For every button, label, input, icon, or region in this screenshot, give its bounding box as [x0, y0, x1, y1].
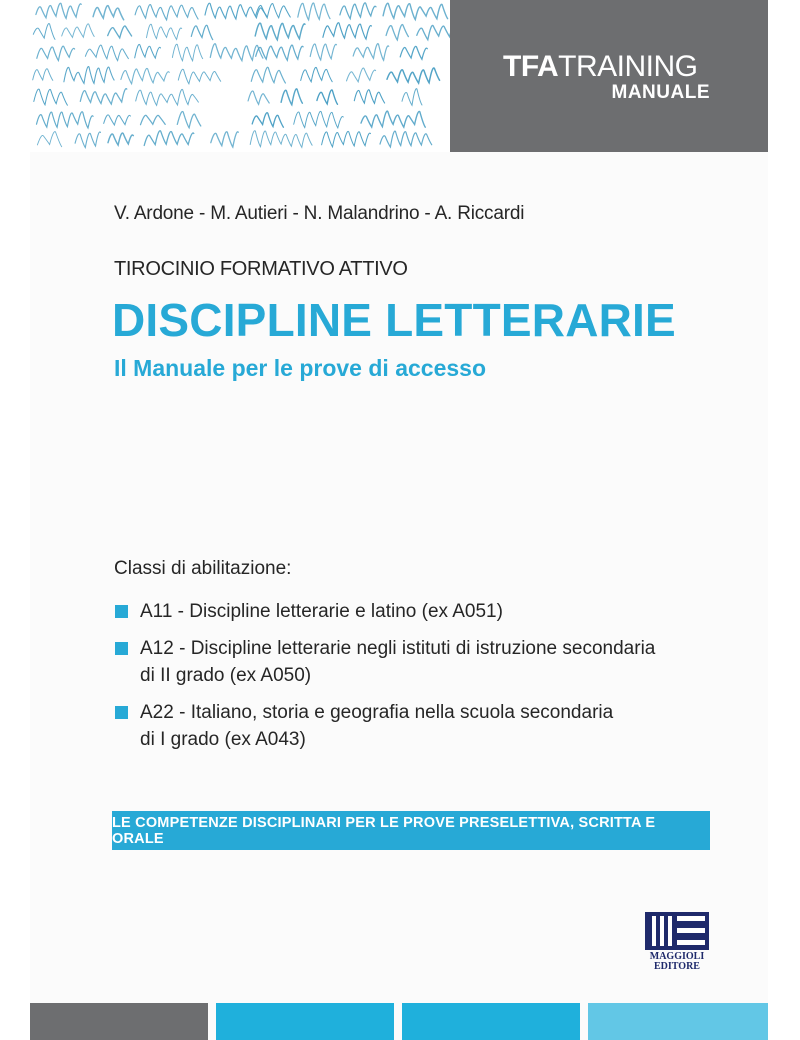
handwriting-stroke — [64, 67, 114, 84]
handwriting-stroke — [400, 46, 427, 59]
handwriting-stroke — [323, 23, 372, 39]
handwriting-stroke — [104, 115, 131, 125]
handwriting-stroke — [108, 26, 132, 38]
square-bullet-icon — [115, 706, 128, 719]
publisher-name-line2: EDITORE — [654, 961, 700, 972]
handwriting-stroke — [85, 45, 128, 61]
class-item-a22 — [114, 699, 694, 753]
handwriting-graphic — [30, 0, 450, 152]
handwriting-stroke — [310, 44, 336, 60]
handwriting-stroke — [347, 68, 376, 82]
handwriting-stroke — [294, 111, 344, 128]
handwriting-stroke — [248, 91, 269, 104]
handwriting-stroke — [322, 131, 371, 146]
handwriting-stroke — [252, 113, 283, 128]
handwriting-stroke — [108, 133, 133, 145]
class-item-line: A22 - Italiano, storia e geografia nella scuola secondaria — [140, 702, 614, 723]
book-subtitle: Il Manuale per le prove di accesso — [114, 355, 486, 381]
handwriting-stroke — [387, 68, 440, 83]
book-title: DISCIPLINE LETTERARIE — [112, 294, 676, 346]
handwriting-stroke — [380, 131, 432, 147]
manuscript-illustration — [30, 0, 450, 152]
handwriting-stroke — [136, 89, 199, 105]
handwriting-stroke — [402, 89, 422, 106]
classes-heading: Classi di abilitazione: — [114, 558, 292, 579]
handwriting-stroke — [93, 6, 124, 20]
handwriting-stroke — [317, 90, 338, 104]
square-bullet-icon — [115, 642, 128, 655]
handwriting-stroke — [361, 111, 425, 127]
handwriting-stroke — [255, 23, 305, 40]
series-brand-box — [450, 0, 768, 152]
series-kicker: TIROCINIO FORMATIVO ATTIVO — [114, 258, 408, 280]
handwriting-stroke — [141, 115, 166, 124]
handwriting-stroke — [135, 5, 198, 20]
handwriting-stroke — [383, 3, 448, 19]
handwriting-stroke — [281, 89, 302, 105]
class-item-line: di I grado (ex A043) — [140, 729, 306, 750]
series-brand-part1: TFA — [503, 50, 559, 83]
handwriting-stroke — [37, 132, 61, 147]
stripe-blue-2 — [402, 1003, 580, 1040]
handwriting-stroke — [121, 68, 169, 83]
stripe-blue-1 — [216, 1003, 394, 1040]
handwriting-stroke — [36, 3, 81, 18]
handwriting-stroke — [34, 89, 68, 105]
handwriting-stroke — [353, 44, 389, 61]
handwriting-stroke — [33, 24, 55, 40]
authors: V. Ardone - M. Autieri - N. Malandrino - A. Riccardi — [114, 203, 525, 224]
handwriting-stroke — [178, 69, 220, 84]
handwriting-stroke — [210, 44, 263, 61]
handwriting-stroke — [386, 25, 408, 40]
class-item-a12 — [114, 635, 694, 689]
handwriting-stroke — [37, 112, 94, 128]
handwriting-stroke — [251, 67, 285, 83]
handwriting-stroke — [250, 131, 312, 148]
bottom-color-stripes — [30, 1003, 768, 1040]
handwriting-stroke — [298, 3, 330, 20]
publisher-mark-icon — [643, 910, 711, 952]
handwriting-stroke — [177, 112, 201, 128]
handwriting-stroke — [211, 132, 239, 147]
square-bullet-icon — [115, 605, 128, 618]
class-item-a11 — [114, 598, 694, 625]
series-brand-name — [503, 52, 698, 82]
competences-banner: LE COMPETENZE DISCIPLINARI PER LE PROVE PRESELETTIVA, SCRITTA E ORALE — [112, 811, 710, 850]
series-brand-line2: MANUALE — [611, 82, 710, 103]
publisher-name-line1: MAGGIOLI — [649, 951, 705, 962]
book-cover — [30, 0, 768, 1040]
handwriting-stroke — [80, 89, 127, 104]
class-item-line: di II grado (ex A050) — [140, 665, 312, 686]
handwriting-stroke — [417, 25, 450, 40]
handwriting-stroke — [340, 3, 376, 19]
stripe-gray — [30, 1003, 208, 1040]
stripe-blue-light — [588, 1003, 768, 1040]
handwriting-stroke — [354, 90, 384, 104]
handwriting-stroke — [144, 131, 194, 146]
handwriting-stroke — [33, 69, 53, 81]
class-item-line: A12 - Discipline letterarie negli istituti di istruzione secondaria — [140, 638, 656, 659]
publisher-logo — [643, 910, 711, 972]
classes-list — [114, 598, 694, 763]
handwriting-stroke — [135, 44, 161, 58]
handwriting-stroke — [62, 24, 94, 38]
handwriting-stroke — [75, 132, 100, 148]
handwriting-stroke — [256, 4, 291, 18]
class-item-line: A11 - Discipline letterarie e latino (ex A051) — [140, 601, 503, 622]
series-brand-part2: TRAINING — [558, 50, 698, 83]
handwriting-stroke — [301, 67, 333, 81]
handwriting-stroke — [37, 46, 75, 60]
handwriting-stroke — [191, 25, 212, 39]
handwriting-stroke — [172, 44, 202, 61]
handwriting-stroke — [147, 24, 182, 39]
